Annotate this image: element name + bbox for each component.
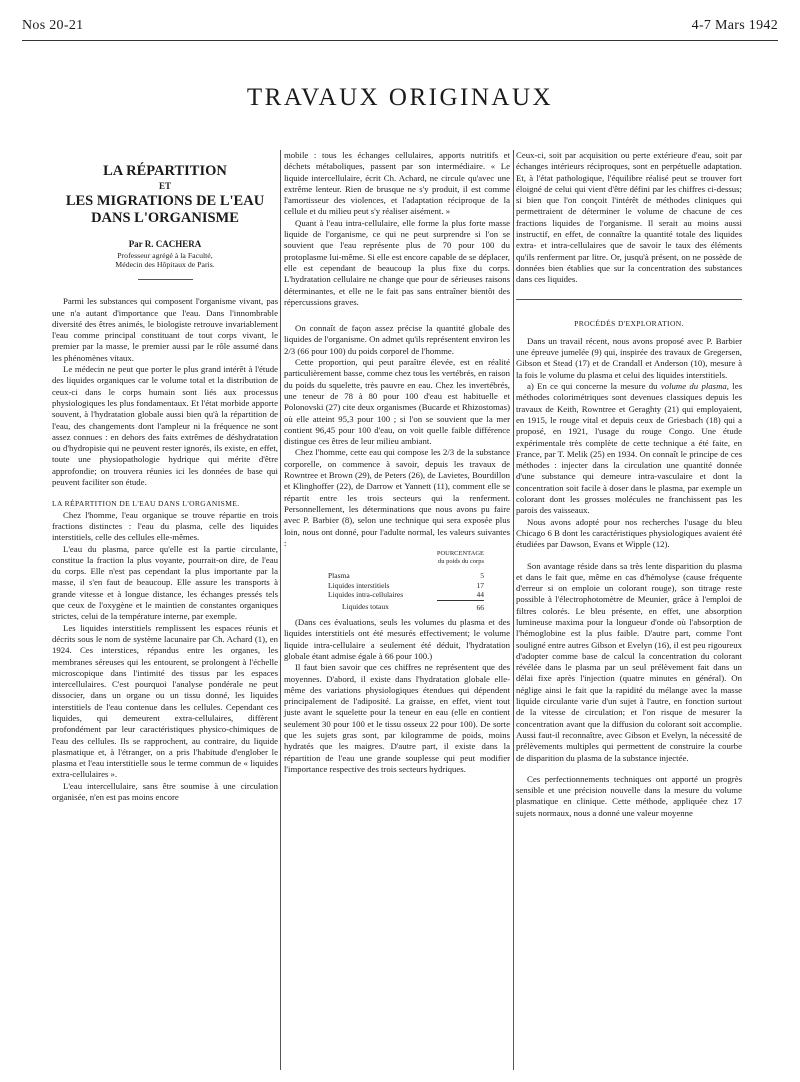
body-paragraph: Chez l'homme, cette eau qui compose les 2/3 de la substance corporelle, on commence à savoir, depuis les travaux de Rowntree et Brown (29), de Peters (26), de Lavietes, Bourdillon et Klinghoffer (22), de Darrow et Yannett (11), comment elle se répartit entre les trois secteurs qui la renferment. Personnellement, les déterminations que nous avons pu faire avec P. Barbier (8), selon une technique qui sera exposée plus loin, nous ont donné, pour l'adulte normal, les valeurs suivantes : — [284, 447, 510, 548]
body-paragraph: Son avantage réside dans sa très lente disparition du plasma et dans le fait que, même en cas d'hémolyse (cause fréquente d'erreur si on emploie un colorant rouge), son titrage reste possible à l'électrophotomètre de Meunier, grâce à l'emploi de filtres colorés. Le bleu présente, en effet, une absorption lumineuse maxima pour la longueur d'onde où l'absorption de l'hémoglobine est la plus faible. D'autre part, comme l'ont souligné entre autres Gibson et Evelyn (16), il est peu rigoureux d'adopter comme base de calcul la concentration du colorant révélée dans le plasma par un seul prélèvement fait dans un délai fixe après l'injection (quatre minutes en général). On néglige ainsi le fait que la rapidité du mélange avec la masse liquide circulante varie d'un sujet à l'autre, en fonction surtout de la vitesse de circulation; et l'on risque de mesurer la concentration avant que la diffusion du colorant soit accomplie. Aussi faut-il reconnaître, avec Gibson et Evelyn, la nécessité de prélèvements multiples qui permettent de construire la courbe de disparition du plasma de la substance injectée. — [516, 560, 742, 763]
body-paragraph: mobile : tous les échanges cellulaires, apports nutritifs et déchets métaboliques, passent par son intermédiaire. « Le liquide intercellulaire, écrit Ch. Achard, ne circule qu'avec une extrême lenteur. Rien de brusque ne s'y produit, il est comme l'amortisseur des violences, et l'adaptation réciproque de la cellule et du milieu peut s'y réaliser aisément. » — [284, 150, 510, 217]
column-1 — [52, 150, 278, 803]
article-title-et: ET — [158, 181, 171, 191]
author-affiliation: Professeur agrégé à la Faculté, — [117, 251, 213, 261]
body-paragraph: Ceux-ci, soit par acquisition ou perte extérieure d'eau, soit par échanges intérieurs réciproques, sont en perpétuelle adaptation. Et, à l'état pathologique, l'équilibre réalisé peut se trouver fort éloigné de celui qui vient d'être défini par les chiffres ci-dessus; si bien que l'on conçoit l'intérêt de méthodes cliniques qui permettraient de déterminer le volume de chacune de ces fractions liquides de l'organisme. Il serait au moins aussi instructif, en effet, de connaître la quantité totale des liquides extra- et intra-cellulaires que de savoir le taux des éléments qu'ils renferment par litre. Or, jusqu'à présent, on ne possède de données bien établies que sur la concentration des substances dans ces liquides. — [516, 150, 742, 285]
table-header: POURCENTAGE du poids du corps — [436, 550, 484, 566]
table-row — [328, 581, 484, 591]
issue-number: Nos 20-21 — [22, 18, 84, 33]
row-value: 17 — [476, 580, 484, 590]
row-label: Plasma — [328, 571, 350, 581]
body-paragraph: Ces perfectionnements techniques ont apporté un progrès sensible et une précision nouvelle dans la mesure du volume plasmatique en clinique. Cette méthode, appliquée chez 17 sujets normaux, nous a donné une valeur moyenne — [516, 773, 742, 818]
article-title-line-3: DANS L'ORGANISME — [91, 210, 239, 226]
article-title-line-1: LA RÉPARTITION — [103, 163, 227, 179]
body-paragraph: Chez l'homme, l'eau organique se trouve répartie en trois fractions distinctes : l'eau du plasma, celle des liquides interstitiels, celle des cellules elle-mêmes. — [52, 509, 278, 543]
author-byline — [52, 239, 278, 250]
row-value: 5 — [480, 571, 484, 581]
table-row — [328, 590, 484, 600]
row-label: Liquides intra-cellulaires — [328, 590, 404, 600]
body-paragraph: Le médecin ne peut que porter le plus grand intérêt à l'étude des liquides organiques car le volume total et la distribution de ceux-ci dans le corps humain sont liés aux processus physiologiques les plus fondamentaux. Et l'état morbide apporte souvent, à l'hydratation globale aussi bien qu'à la répartition de l'eau, des changements dont l'ampleur ni la fréquence ne sont assez connues : en dehors des faits extrêmes de déshydratation ou d'hydropisie qui ne peuvent rester ignorés, ils existe, en effet, toute une physiopathologie hydrique qui mérite d'être approfondie; on trouvera réunies ici les données de base qui peuvent faciliter son étude. — [52, 364, 278, 488]
body-paragraph: Il faut bien savoir que ces chiffres ne représentent que des moyennes. D'abord, il existe dans l'hydratation globale elle-même des variations physiologiques étendues qui dépendent principalement de l'adiposité. La graisse, en effet, vient tout juste avant le squelette pour la teneur en eau (elle en contient seulement 30 pour 100 et le tissu osseux 22 pour 100). De sorte que les sujets gras sont, par kilogramme de poids, moins hydratés que les maigres. D'autre part, il existe dans la répartition de l'eau une grande souplesse qui peut modifier l'importance respective des trois secteurs hydriques. — [284, 662, 510, 774]
body-paragraph: Les liquides interstitiels remplissent les espaces réunis et décrits sous le nom de système lacunaire par Ch. Achard (1), en 1924. Ces interstices, répandus entre les organes, les membranes séreuses qui les entourent, se prolongent à l'échelle microscopique dans l'intimité des tissus par les espaces intercellulaires. C'est pourquoi l'analyse pondérale ne peut dissocier, dans un organe ou un tissu donné, les liquides interstitiels de l'eau contenue dans les cellules. Cependant ces liquides, qui demeurent extra-cellulaires, diffèrent profondément par leur caractéristiques physico-chimiques de l'eau des cellules. Ils se rapprochent, au contraire, du liquide plasmatique et, à l'étranger, on a pris l'habitude d'englober le plasma et l'eau interstitielle sous le terme commun de « liquides extra-cellulaires ». — [52, 622, 278, 780]
body-paragraph: Parmi les substances qui composent l'organisme vivant, pas une n'a autant d'importance que l'eau. Dans l'innombrable diversité des êtres animés, le biologiste retrouve invariablement l'eau comme principal constituant de tout corps vivant, le premier par la masse, le premier aussi par le rôle assumé dans les phénomènes vitaux. — [52, 296, 278, 363]
row-value: 44 — [476, 590, 484, 600]
column-divider — [280, 150, 281, 1070]
author-name: R. CACHERA — [144, 239, 202, 249]
article-title-line-2: LES MIGRATIONS DE L'EAU — [65, 193, 265, 209]
section-title: TRAVAUX ORIGINAUX — [246, 84, 554, 111]
table-row — [328, 571, 484, 581]
water-distribution-table — [328, 550, 484, 612]
body-paragraph: On connaît de façon assez précise la quantité globale des liquides de l'organisme. On admet qu'ils représentent environ les 2/3 (66 pour 100) du poids corporel de l'homme. — [284, 323, 510, 356]
body-paragraph: Cette proportion, qui peut paraître élevée, est en réalité particulièrement basse, comme chez tous les vertébrés, en raison du poids du squelette, très pauvre en eau. Chez les invertébrés, une teneur de 78 à 80 pour 100 d'eau est habituelle et Polonovski (27) cite deux organismes (Bucarde et Rhizostomas) où elle atteint 95,3 pour 100 ; si l'on se souvient que la mer contient 96,45 pour 100 d'eau, on voit quelle faible différence distingue ces êtres de leur milieu ambiant. — [284, 357, 510, 447]
body-paragraph: Nous avons adopté pour nos recherches l'usage du bleu Chicago 6 B dont les caractéristiques physiologiques avaient été étudiées par Dawson, Evans et Wipple (12). — [516, 516, 742, 550]
header-rule — [22, 40, 778, 41]
section-divider — [516, 299, 742, 300]
section-heading: LA RÉPARTITION DE L'EAU DANS L'ORGANISME. — [52, 499, 240, 509]
column-3 — [516, 150, 742, 819]
body-paragraph: Dans un travail récent, nous avons proposé avec P. Barbier une épreuve jumelée (9) qui, inspirée des travaux de Gregersen, Gibson et Stead (17) et de Crandall et Anderson (10), mesure à la fois le volume du plasma et celui des liquides interstitiels. — [516, 335, 742, 380]
author-affiliation: Médecin des Hôpitaux de Paris. — [115, 260, 215, 270]
total-label: Liquides totaux — [342, 602, 389, 612]
author-prefix: Par — [128, 239, 143, 249]
body-paragraph: Quant à l'eau intra-cellulaire, elle forme la plus forte masse liquide de l'organisme, ce qui ne peut surprendre si l'on se souvient que l'eau représente plus de 70 pour 100 du protoplasme lui-même. Si elle est encore capable de se déplacer, elle est cependant de beaucoup la plus fixe du corps. L'hydratation cellulaire ne change que pour de sérieuses raisons déterminantes, et elle ne le fait pas sans entraîner bientôt des répercussions graves. — [284, 217, 510, 307]
title-divider — [138, 279, 193, 280]
body-paragraph: (Dans ces évaluations, seuls les volumes du plasma et des liquides interstitiels ont été mesurés effectivement; le volume liquide intra-cellulaire a seulement été déduit, l'hydratation globale étant admise égale à 66 pour 100.) — [284, 617, 510, 661]
table-total-row — [328, 600, 484, 612]
row-label: Liquides interstitiels — [328, 580, 390, 590]
column-2 — [284, 150, 510, 775]
body-paragraph: L'eau intercellulaire, sans être soumise à une circulation organisée, n'en est pas moins encore — [52, 780, 278, 803]
emphasis: volume du plasma — [660, 381, 727, 392]
total-value: 66 — [437, 600, 484, 612]
section-heading: PROCÉDÉS D'EXPLORATION. — [574, 318, 684, 328]
body-paragraph: a) En ce qui concerne la mesure du volume du plasma, les méthodes colorimétriques sont devenues classiques depuis les travaux de Keith, Rowntree et Geraghty (21) qui employaient, en 1915, le rouge vital et depuis ceux de Griesbach (18) qui a proposé, en 1921, l'usage du rouge Congo. Une étude expérimentale très complète de cette technique a été faite, en France, par T. Melik (25) en 1934. On connaît le principe de ces méthodes : injecter dans la circulation une quantité donnée d'une substance qui demeure intra-vasculaire et dont la concentration soit facile à doser dans le plasma, par exemple un colorant dont les grosses molécules ne franchissent pas les parois des vaisseaux. — [516, 381, 742, 516]
body-paragraph: L'eau du plasma, parce qu'elle est la partie circulante, constitue la fraction la plus voyante, pourrait-on dire, de l'eau du corps. Elle n'est pas cependant la plus importante par la masse, il s'en faut de beaucoup. Elle assure les transports à grande vitesse et à longue distance, les échanges pressés tels que ceux de l'oxygène et le maintien de constantes organiques strictes, celui de la température interne, par exemple. — [52, 543, 278, 622]
issue-date: 4-7 Mars 1942 — [691, 18, 778, 33]
column-divider — [513, 150, 514, 1070]
